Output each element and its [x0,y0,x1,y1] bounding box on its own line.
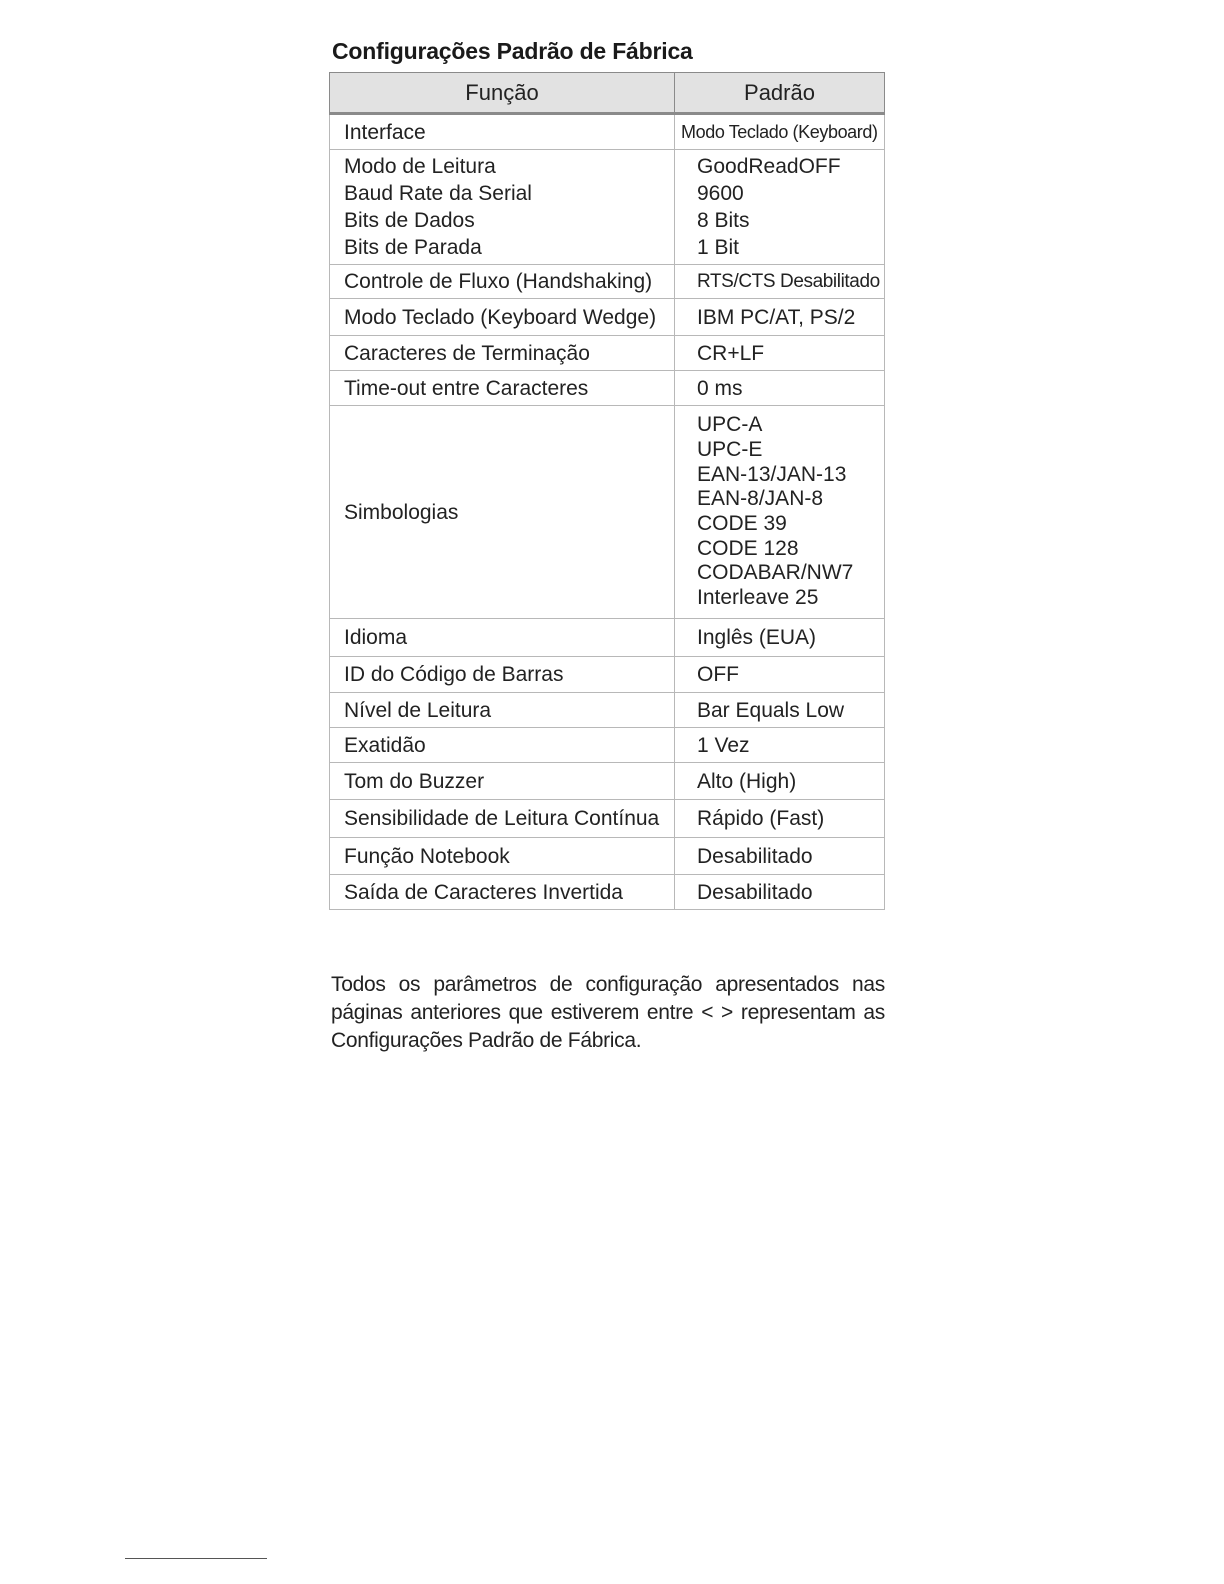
table-row [330,150,885,265]
function-text: Função Notebook [344,844,510,868]
table-header-row [330,73,885,114]
default-cell [675,728,885,763]
function-text: Simbologias [344,500,459,524]
function-cell [330,693,675,728]
table-row [330,728,885,763]
default-text: RTS/CTS Desabilitado [697,271,880,292]
factory-defaults-table [329,72,885,910]
function-text: Exatidão [344,733,426,757]
default-text: GoodReadOFF [697,155,841,178]
default-text: Inglês (EUA) [697,626,817,649]
default-cell [675,371,885,406]
default-text: 1 Vez [697,733,750,757]
page-title: Configurações Padrão de Fábrica [332,38,693,64]
column-header-function: Função [330,73,675,114]
function-text: Interface [344,120,426,144]
table-row [330,800,885,838]
function-cell [330,371,675,406]
table-row [330,299,885,336]
function-cell [330,800,675,838]
default-text: 0 ms [697,376,743,400]
default-text: 8 Bits [697,209,750,232]
default-cell [675,150,885,265]
factory-defaults-note: Todos os parâmetros de configuração apresentados nas páginas anteriores que estiverem entre < > representam as Configurações Padrão de Fábrica. [331,973,885,1052]
default-text: Interleave 25 [697,586,819,610]
column-header-default: Padrão [675,73,885,114]
default-cell [675,299,885,336]
table-row [330,838,885,875]
function-text: Controle de Fluxo (Handshaking) [344,270,653,293]
function-cell [330,875,675,910]
function-text: Idioma [344,626,408,649]
default-text: CODABAR/NW7 [697,561,854,585]
footnote-divider [125,1558,267,1559]
function-text: Bits de Dados [344,209,475,232]
default-text: CODE 39 [697,512,787,535]
default-text: UPC-A [697,413,763,437]
default-text: Alto (High) [697,769,797,793]
default-text: CODE 128 [697,536,799,560]
default-text: EAN-13/JAN-13 [697,462,847,486]
function-text: Baud Rate da Serial [344,182,532,205]
table-row [330,371,885,406]
function-cell [330,838,675,875]
default-cell [675,800,885,838]
default-cell [675,406,885,619]
function-text: Saída de Caracteres Invertida [344,880,623,904]
default-cell [675,693,885,728]
default-text: Bar Equals Low [697,698,845,722]
table-row [330,265,885,299]
default-text: Rápido (Fast) [697,807,825,830]
function-cell [330,299,675,336]
function-cell [330,619,675,657]
default-text: IBM PC/AT, PS/2 [697,305,856,329]
default-text: Modo Teclado (Keyboard) [681,121,878,142]
function-text: Time-out entre Caracteres [344,376,589,400]
function-text: Modo de Leitura [344,155,496,178]
function-text: Sensibilidade de Leitura Contínua [344,807,660,830]
table-row [330,763,885,800]
default-text: EAN-8/JAN-8 [697,487,824,511]
default-cell [675,875,885,910]
table-row [330,114,885,150]
table-row [330,336,885,371]
function-cell [330,114,675,150]
function-cell [330,657,675,693]
function-text: Caracteres de Terminação [344,341,590,365]
default-text: UPC-E [697,437,763,461]
default-text: 9600 [697,182,744,205]
default-cell [675,619,885,657]
default-cell [675,265,885,299]
table-row [330,406,885,619]
default-cell [675,336,885,371]
default-text: CR+LF [697,341,765,365]
function-text: Bits de Parada [344,236,482,259]
function-cell [330,406,675,619]
default-text: Desabilitado [697,880,813,904]
default-text: 1 Bit [697,236,740,259]
function-text: Tom do Buzzer [344,769,485,793]
table-row [330,619,885,657]
table-row [330,657,885,693]
function-cell [330,728,675,763]
default-cell [675,838,885,875]
function-cell [330,763,675,800]
default-cell [675,114,885,150]
default-cell [675,657,885,693]
function-text: Nível de Leitura [344,698,492,722]
function-cell [330,265,675,299]
function-text: ID do Código de Barras [344,663,564,686]
default-text: OFF [697,663,739,686]
default-cell [675,763,885,800]
function-cell [330,336,675,371]
default-text: Desabilitado [697,844,813,868]
table-row [330,693,885,728]
function-cell [330,150,675,265]
table-row [330,875,885,910]
function-text: Modo Teclado (Keyboard Wedge) [344,305,657,329]
